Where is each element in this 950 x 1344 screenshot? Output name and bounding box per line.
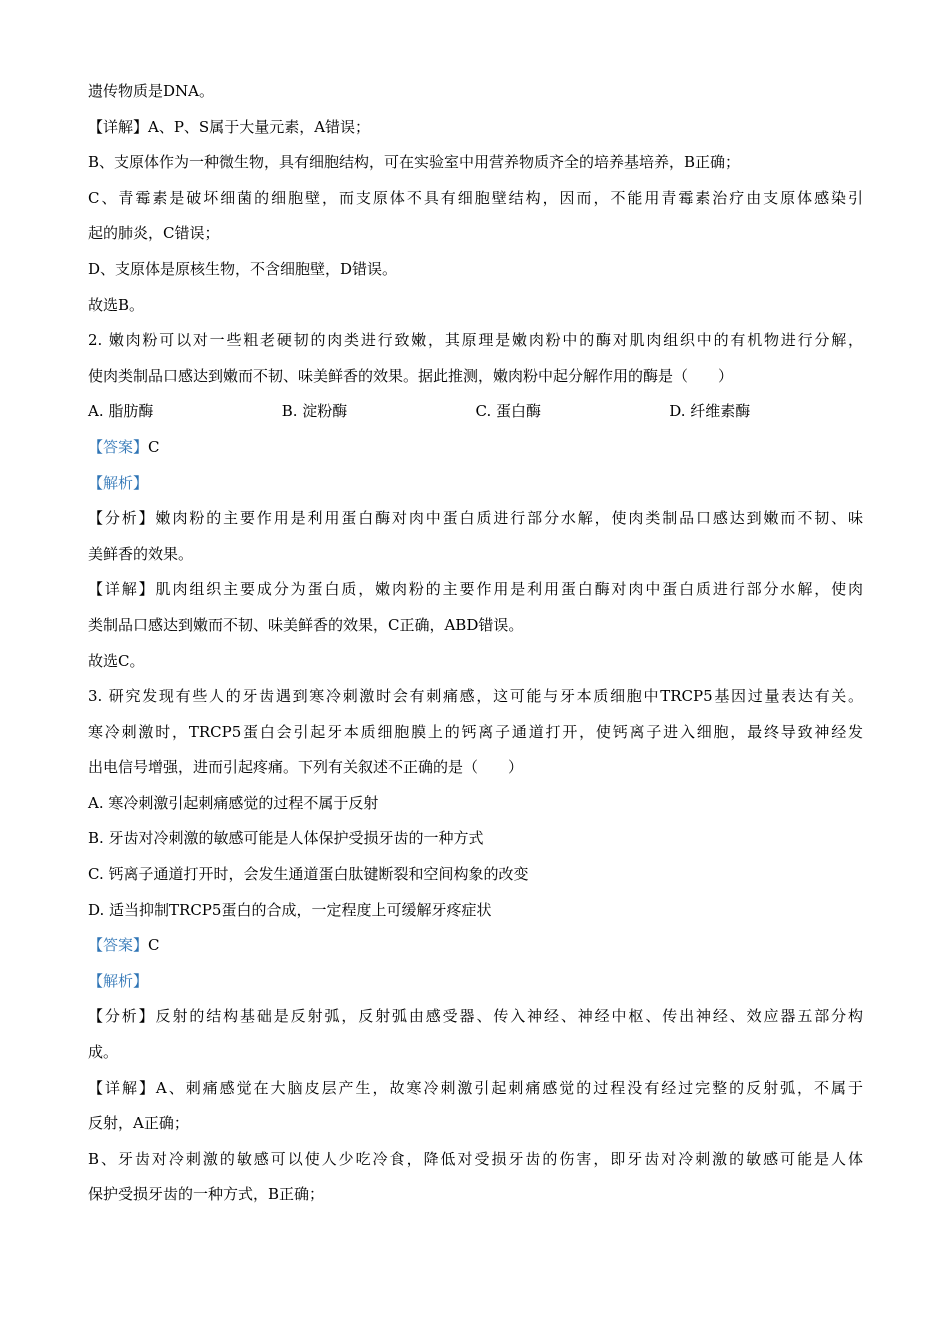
detail-text: 反射，A正确；	[88, 1114, 189, 1133]
option-b: B. 淀粉酶	[281, 402, 348, 421]
answer-line	[88, 430, 863, 466]
detail-text: 类制品口感达到嫩而不韧、味美鲜香的效果，C正确，ABD错误。	[88, 615, 524, 634]
text-line: C、青霉素是破坏细菌的细胞壁，而支原体不具有细胞壁结构，因而，不能用青霉素治疗由支原体感染引	[88, 188, 863, 207]
analysis-text: 【分析】反射的结构基础是反射弧，反射弧由感受器、传入神经、神经中枢、传出神经、效应器五部分构	[88, 1007, 863, 1026]
option-a: A. 脂肪酶	[88, 402, 154, 421]
question-3-stem: 出电信号增强，进而引起疼痛。下列有关叙述不正确的是（ ）	[88, 758, 524, 777]
answer-line	[88, 928, 863, 964]
analysis-tag: 【解析】	[88, 473, 149, 492]
question-2-stem: 使肉类制品口感达到嫩而不韧、味美鲜香的效果。据此推测，嫩肉粉中起分解作用的酶是（ ）	[88, 366, 734, 385]
text-line: D、支原体是原核生物，不含细胞壁，D错误。	[88, 259, 398, 278]
conclusion-text: 故选C。	[88, 651, 145, 670]
question-2-stem: 2. 嫩肉粉可以对一些粗老硬韧的肉类进行致嫩，其原理是嫩肉粉中的酶对肌肉组织中的有机物进行分解，	[88, 331, 863, 350]
answer-value: C	[148, 437, 160, 456]
answer-value: C	[148, 936, 160, 955]
analysis-tag: 【解析】	[88, 971, 149, 990]
detail-text: 【详解】肌肉组织主要成分为蛋白质，嫩肉粉的主要作用是利用蛋白酶对肉中蛋白质进行部分水解，使肉	[88, 580, 863, 599]
text-line: B、支原体作为一种微生物，具有细胞结构，可在实验室中用营养物质齐全的培养基培养，B正确；	[88, 153, 741, 172]
text-line: 起的肺炎，C错误；	[88, 224, 220, 243]
text-line: 遗传物质是DNA。	[88, 82, 214, 100]
option-b: B. 牙齿对冷刺激的敏感可能是人体保护受损牙齿的一种方式	[88, 829, 484, 848]
option-d: D. 适当抑制TRCP5蛋白的合成，一定程度上可缓解牙疼症状	[88, 900, 492, 919]
question-3-stem: 寒冷刺激时，TRCP5蛋白会引起牙本质细胞膜上的钙离子通道打开，使钙离子进入细胞，最终导致神经发	[88, 722, 863, 741]
answer-tag: 【答案】	[88, 936, 149, 955]
document-page	[88, 74, 863, 1213]
analysis-text: 成。	[88, 1043, 119, 1062]
answer-tag: 【答案】	[88, 437, 149, 456]
option-c: C. 蛋白酶	[475, 402, 541, 421]
option-c: C. 钙离子通道打开时，会发生通道蛋白肽键断裂和空间构象的改变	[88, 865, 529, 884]
detail-text: 保护受损牙齿的一种方式，B正确；	[88, 1185, 325, 1204]
text-line: 故选B。	[88, 295, 145, 314]
detail-text: 【详解】A、刺痛感觉在大脑皮层产生，故寒冷刺激引起刺痛感觉的过程没有经过完整的反射弧，不属于	[88, 1078, 863, 1097]
analysis-text: 美鲜香的效果。	[88, 544, 194, 563]
question-3-stem: 3. 研究发现有些人的牙齿遇到寒冷刺激时会有刺痛感，这可能与牙本质细胞中TRCP5基因过量表达有关。	[88, 687, 863, 706]
question-2-options	[88, 394, 863, 430]
detail-text: B、牙齿对冷刺激的敏感可以使人少吃冷食，降低对受损牙齿的伤害，即牙齿对冷刺激的敏感可能是人体	[88, 1149, 863, 1168]
analysis-text: 【分析】嫩肉粉的主要作用是利用蛋白酶对肉中蛋白质进行部分水解，使肉类制品口感达到嫩而不韧、味	[88, 509, 863, 528]
option-a: A. 寒冷刺激引起刺痛感觉的过程不属于反射	[88, 793, 379, 812]
text-line: 【详解】A、P、S属于大量元素，A错误；	[88, 117, 371, 136]
option-d: D. 纤维素酶	[669, 402, 751, 421]
